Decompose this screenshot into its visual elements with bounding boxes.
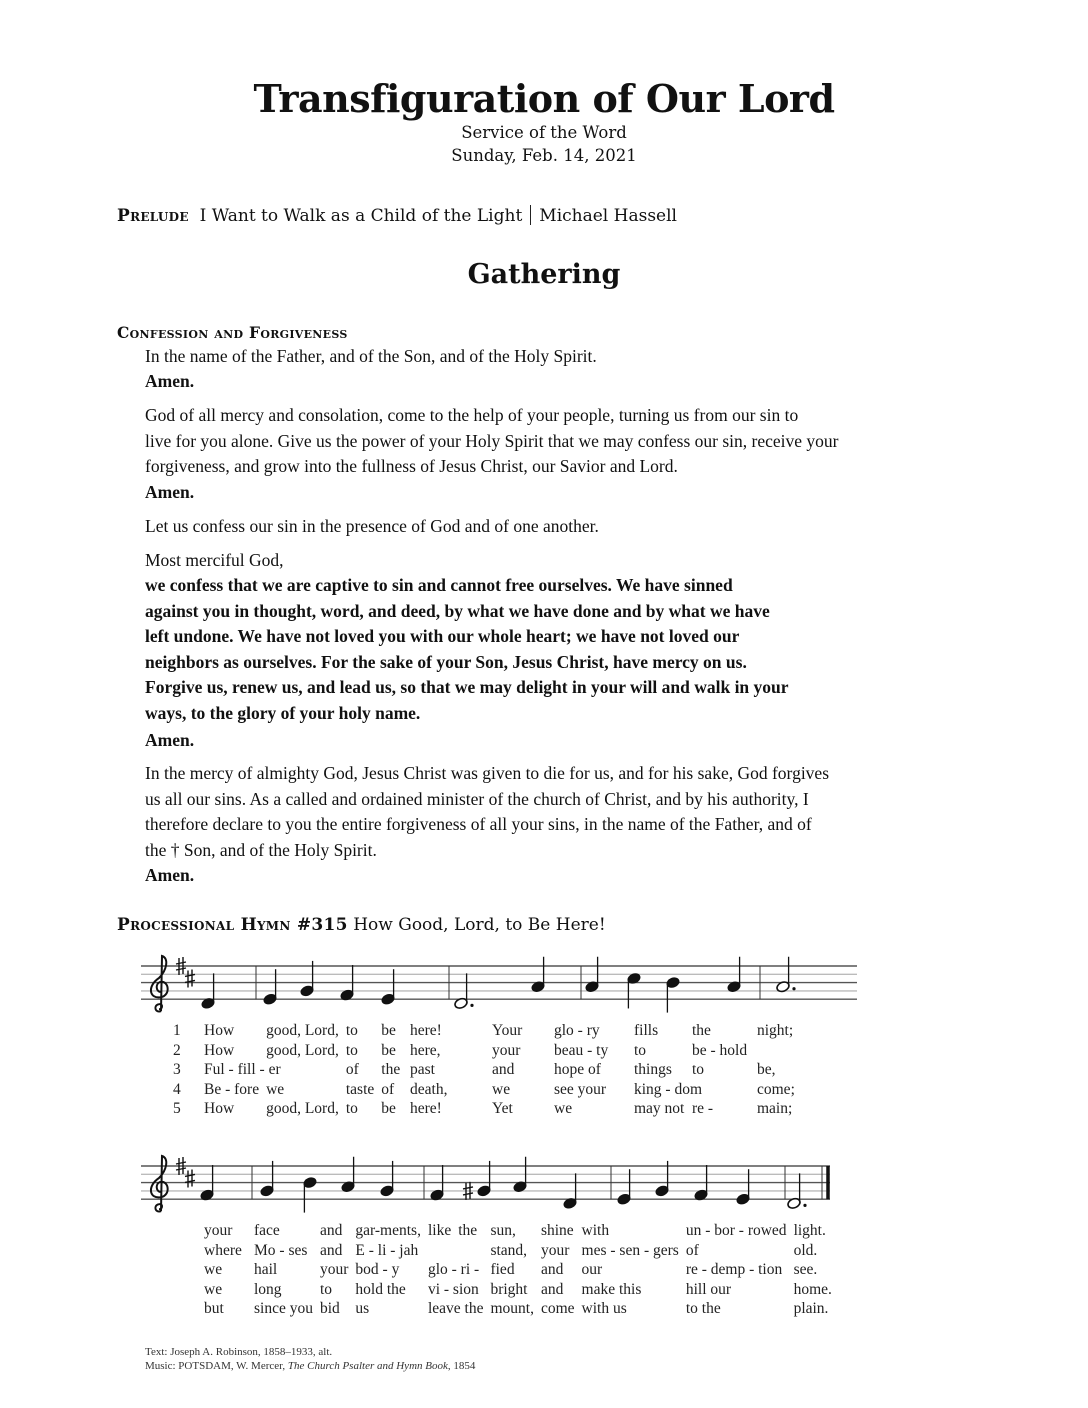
lyric-syllable: like [427,1222,452,1239]
lyric-syllable: your [204,1222,233,1239]
invitation: Let us confess our sin in the presence of God and of one another. [145,516,599,536]
lyric-syllable: How [204,1022,235,1039]
service-date: Sunday, Feb. 14, 2021 [451,146,637,165]
lyric-syllable: see. [793,1261,818,1278]
lyric-syllable: glo - ri - [427,1261,480,1278]
lyric-syllable: to [345,1022,358,1039]
lyric-syllable: since you [254,1300,313,1317]
lyric-syllable: hope of [554,1061,601,1078]
lyric-syllable: How [204,1100,235,1117]
hymn-credits [145,1345,475,1373]
lyric-syllable: mes - sen - gers [581,1241,679,1259]
lyric-syllable: come [540,1300,575,1317]
lyric-syllable: be [381,1041,396,1059]
lyric-syllable: light. [793,1222,826,1239]
lyric-syllable: stand, [490,1241,528,1259]
lyric-syllable: How [204,1041,235,1059]
page-title: Transfiguration of Our Lord [253,76,835,121]
lyric-syllable: be [381,1100,396,1117]
lyric-syllable: see your [554,1080,607,1098]
address: Most merciful God, [145,550,284,570]
section-heading-gathering: Gathering [467,259,621,290]
lyric-syllable: to [345,1041,358,1059]
lyric-syllable: and [319,1222,343,1239]
sharp-icon [185,969,195,987]
lyric-syllable: Yet [492,1100,513,1117]
lyric-syllable: to [319,1280,333,1298]
lyric-syllable: sun, [490,1222,516,1239]
hymn-title: How Good, Lord, to Be Here! [353,915,606,935]
prayer-line: forgiveness, and grow into the fullness of Jesus Christ, our Savior and Lord. [145,456,678,476]
music-credit-suffix: , 1854 [447,1360,476,1372]
dot [803,1204,806,1207]
lyric-syllable: us [355,1300,370,1317]
music-credit-prefix: Music: POTSDAM, W. Mercer, [145,1360,288,1372]
lyric-syllable: and [540,1261,564,1278]
lyric-syllable: good, Lord, [266,1041,339,1059]
lyric-syllable: we [266,1080,285,1098]
lyric-syllable: to [692,1061,705,1078]
verse-number: 2 [173,1041,181,1059]
lyric-syllable: here! [410,1100,442,1117]
amen-response: Amen. [145,730,195,750]
lyric-syllable: with [581,1222,610,1239]
lyric-syllable: your [319,1261,349,1278]
invocation: In the name of the Father, and of the Son, and of the Holy Spirit. [145,346,597,366]
lyric-syllable: good, Lord, [266,1100,339,1117]
absolution-line: us all our sins. As a called and ordained minister of the church of Christ, and by his authority, I [145,788,809,809]
confession-line: neighbors as ourselves. For the sake of your Son, Jesus Christ, have mercy on us. [145,651,747,672]
lyric-syllable: where [204,1241,242,1259]
lyric-syllable: we [492,1080,511,1098]
lyric-syllable: Your [492,1022,523,1039]
dot [470,1004,473,1007]
lyric-syllable: death, [410,1080,448,1098]
lyric-syllable: and [540,1280,564,1298]
lyric-syllable: plain. [793,1300,829,1317]
lyric-syllable: we [554,1100,573,1117]
lyric-syllable: be, [757,1061,776,1078]
prayer-line: live for you alone. Give us the power of your Holy Spirit that we may confess our sin, receive your [145,430,839,451]
lyric-syllable: the [381,1061,401,1078]
lyric-syllable: we [204,1280,223,1298]
amen-response: Amen. [145,371,195,391]
lyric-syllable: bid [319,1300,340,1317]
lyric-syllable: of [345,1061,359,1078]
lyric-syllable: of [381,1080,395,1098]
verse-number: 1 [173,1022,181,1039]
lyric-syllable: of [685,1241,699,1259]
confession-line: we confess that we are captive to sin and cannot free ourselves. We have sinned [145,575,733,595]
text-credit: Text: Joseph A. Robinson, 1858–1933, alt. [145,1346,333,1358]
lyric-syllable: long [254,1280,282,1298]
lyric-syllable: shine [540,1222,574,1239]
dot [792,987,795,990]
lyric-syllable: with us [581,1300,627,1317]
lyric-syllable: leave the [427,1300,484,1317]
lyric-syllable: taste [345,1080,375,1098]
lyric-syllable: be [381,1022,396,1039]
lyric-syllable: face [254,1222,280,1239]
lyric-syllable: un - bor - rowed [685,1222,787,1239]
lyric-syllable: we [204,1261,223,1278]
lyric-syllable: bod - y [355,1261,400,1278]
verse-number: 3 [173,1061,181,1078]
lyric-syllable: Mo - ses [254,1241,308,1259]
lyric-syllable: the [692,1022,711,1039]
music-credit [145,1359,475,1373]
lyric-syllable: but [204,1300,224,1317]
lyric-syllable: re - demp - tion [685,1261,783,1278]
absolution-line: In the mercy of almighty God, Jesus Christ was given to die for us, and for his sake, God forgives [145,763,830,783]
lyric-syllable: to [345,1100,358,1117]
lyric-syllable: make this [581,1280,642,1298]
lyric-syllable: be - hold [692,1041,748,1059]
lyric-syllable: your [540,1241,570,1259]
lyric-syllable: fied [490,1261,515,1278]
lyric-syllable: good, Lord, [266,1022,339,1039]
lyric-syllable: our [581,1261,603,1278]
lyric-syllable: the [458,1222,478,1239]
amen-response: Amen. [145,482,195,502]
prelude-piece: I Want to Walk as a Child of the Light [199,206,523,226]
lyric-syllable: night; [757,1022,794,1039]
lyric-syllable: to [634,1041,647,1059]
lyric-syllable: E - li - jah [355,1241,419,1259]
absolution-line: therefore declare to you the entire forgiveness of all your sins, in the name of the Father, and of [145,814,812,834]
confession-line: left undone. We have not loved you with our whole heart; we have not loved our [145,626,740,646]
lyric-syllable: and [319,1241,343,1259]
hymn-label: Processional Hymn #315 [117,915,348,935]
absolution-line: the † Son, and of the Holy Spirit. [145,839,377,860]
lyric-syllable: vi - sion [427,1280,479,1298]
music-credit-book: The Church Psalter and Hymn Book [287,1360,448,1372]
service-name: Service of the Word [461,123,627,142]
lyric-syllable: old. [793,1241,818,1259]
verse-number: 5 [173,1100,181,1117]
prelude-label: Prelude [117,206,189,226]
lyric-syllable: things [634,1061,672,1078]
amen-response: Amen. [145,865,195,885]
lyric-syllable: here, [410,1041,441,1059]
lyric-syllable: home. [793,1280,832,1298]
lyric-syllable: come; [757,1080,795,1098]
lyric-syllable: may not [634,1100,685,1117]
lyric-syllable: hold the [355,1280,406,1298]
lyric-syllable: Ful - fill - er [204,1061,281,1078]
confession-line: ways, to the glory of your holy name. [145,702,421,723]
treble-clef-icon [151,956,168,1012]
lyric-syllable: to the [685,1300,721,1317]
lyric-syllable: mount, [490,1300,534,1317]
lyric-syllable: bright [490,1280,528,1298]
lyric-syllable: gar-ments, [355,1222,421,1239]
sharp-icon [185,1169,195,1187]
lyric-syllable: and [492,1061,515,1078]
lyric-syllable: re - [692,1100,714,1117]
treble-clef-icon [151,1156,168,1212]
lyric-syllable: glo - ry [554,1022,600,1039]
confession-heading: Confession and Forgiveness [117,323,348,342]
lyric-syllable: hill our [685,1280,732,1298]
verse-number: 4 [173,1080,181,1098]
lyric-syllable: past [410,1061,435,1078]
lyric-syllable: your [492,1041,521,1059]
confession-line: Forgive us, renew us, and lead us, so that we may delight in your will and walk in your [145,677,789,697]
lyric-syllable: Be - fore [204,1080,260,1098]
prelude-composer: Michael Hassell [539,206,677,226]
prayer-line: God of all mercy and consolation, come to the help of your people, turning us from our sin to [145,405,799,425]
confession-line: against you in thought, word, and deed, by what we have done and by what we have [145,600,770,621]
lyric-syllable: main; [757,1100,793,1117]
lyric-syllable: here! [410,1022,442,1039]
lyric-syllable: beau - ty [554,1041,609,1059]
lyric-syllable: king - dom [634,1080,703,1098]
lyric-syllable: hail [254,1261,278,1278]
lyric-syllable: fills [634,1022,659,1039]
